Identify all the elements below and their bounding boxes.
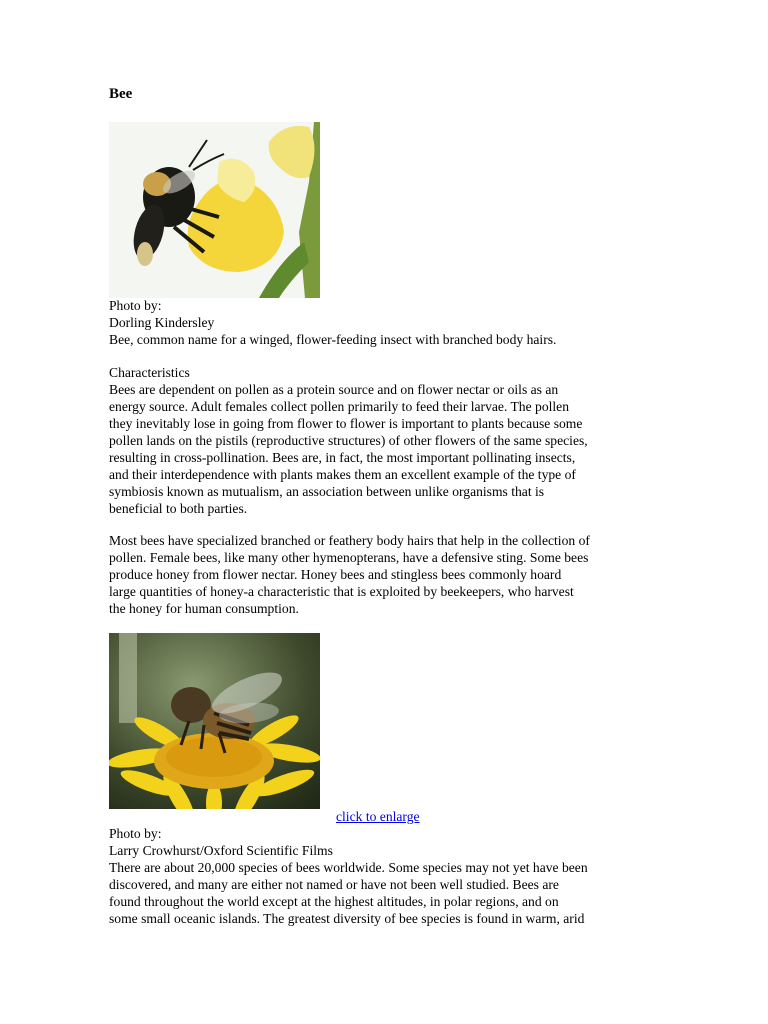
- section-heading: Characteristics: [109, 365, 190, 380]
- paragraph1-line: pollen lands on the pistils (reproductive structures) of other flowers of the same species,: [109, 433, 588, 448]
- photo1-credit-name: Dorling Kindersley: [109, 315, 215, 330]
- photo2-credit: [109, 825, 669, 927]
- photo1-credit-label: Photo by:: [109, 298, 162, 313]
- paragraph2-line: Most bees have specialized branched or feathery body hairs that help in the collection of: [109, 533, 590, 548]
- paragraph2-line: large quantities of honey-a characteristic that is exploited by beekeepers, who harvest: [109, 584, 574, 599]
- paragraph1-line: beneficial to both parties.: [109, 501, 248, 516]
- paragraph3-line: discovered, and many are either not named or have not been well studied. Bees are: [109, 877, 559, 892]
- photo1-credit: [109, 297, 669, 348]
- photo2-credit-name: Larry Crowhurst/Oxford Scientific Films: [109, 843, 333, 858]
- characteristics-section: [109, 364, 669, 517]
- paragraph2-line: the honey for human consumption.: [109, 601, 299, 616]
- paragraph1-line: and their interdependence with plants makes them an excellent example of the type of: [109, 467, 576, 482]
- paragraph2: [109, 532, 669, 617]
- paragraph1-line: Bees are dependent on pollen as a protein source and on flower nectar or oils as an: [109, 382, 559, 397]
- photo2-credit-label: Photo by:: [109, 826, 162, 841]
- enlarge-link[interactable]: click to enlarge: [336, 809, 420, 824]
- paragraph3-line: There are about 20,000 species of bees worldwide. Some species may not yet have been: [109, 860, 588, 875]
- intro-text: Bee, common name for a winged, flower-feeding insect with branched body hairs.: [109, 332, 557, 347]
- paragraph1-line: symbiosis known as mutualism, an association between unlike organisms that is: [109, 484, 545, 499]
- page-title: Bee: [109, 86, 133, 102]
- paragraph1-line: resulting in cross-pollination. Bees are, in fact, the most important pollinating insects,: [109, 450, 576, 465]
- paragraph2-line: pollen. Female bees, like many other hymenopterans, have a defensive sting. Some bees: [109, 550, 589, 565]
- paragraph1-line: energy source. Adult females collect pollen primarily to feed their larvae. The pollen: [109, 399, 570, 414]
- paragraph3-line: some small oceanic islands. The greatest diversity of bee species is found in warm, arid: [109, 911, 585, 926]
- honeybee-photo: [109, 633, 320, 809]
- bumblebee-photo: [109, 122, 320, 298]
- paragraph1-line: they inevitably lose in going from flower to flower is important to plants because some: [109, 416, 583, 431]
- paragraph2-line: produce honey from flower nectar. Honey bees and stingless bees commonly hoard: [109, 567, 562, 582]
- paragraph3-line: found throughout the world except at the highest altitudes, in polar regions, and on: [109, 894, 559, 909]
